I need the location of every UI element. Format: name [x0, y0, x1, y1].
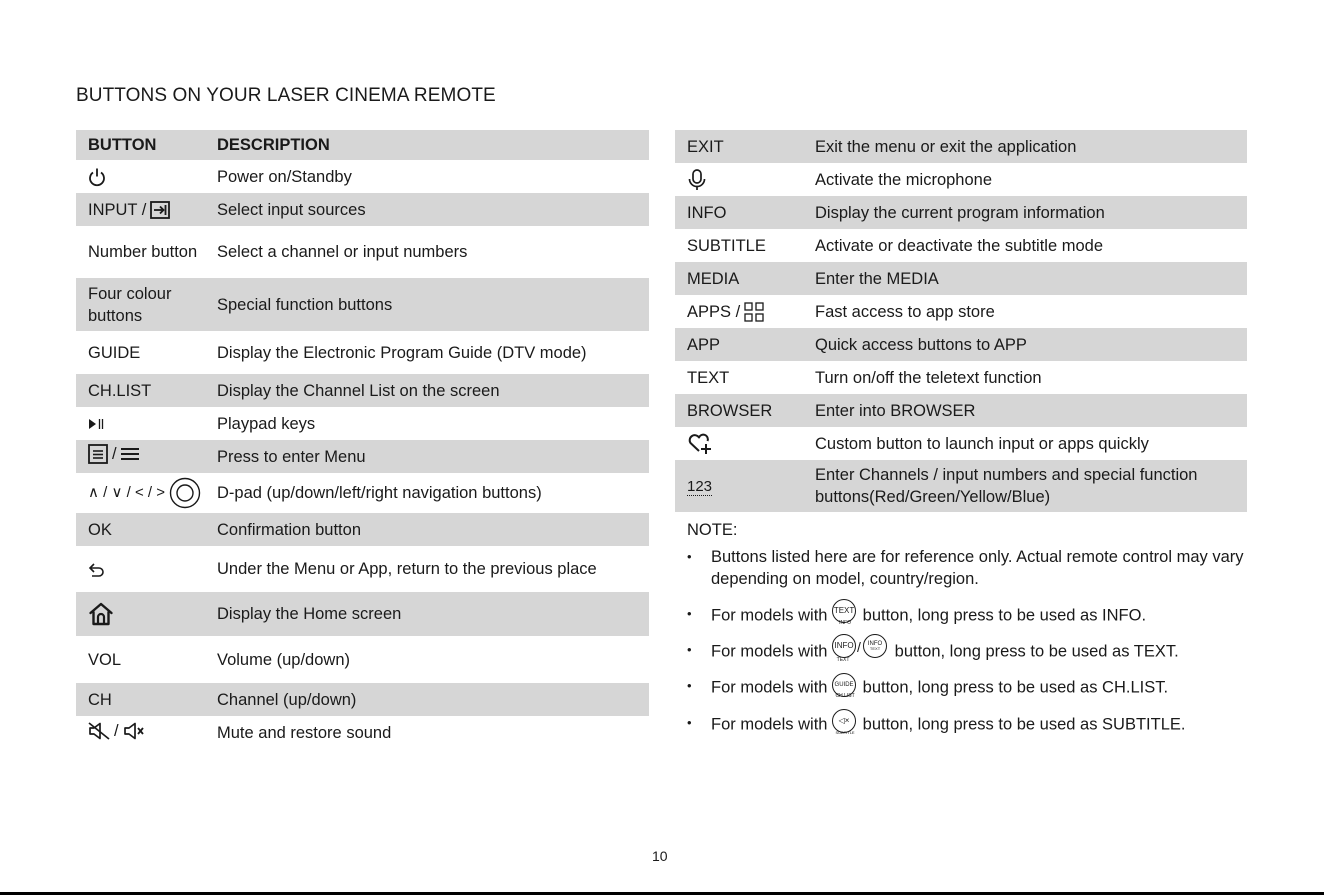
row-label: / — [114, 721, 119, 740]
table-row — [675, 460, 1247, 512]
row-description: Select input sources — [205, 193, 649, 226]
table-row — [675, 394, 1247, 427]
row-description: Display the Channel List on the screen — [205, 374, 649, 407]
text-button-icon: TEXT INFO — [832, 597, 858, 623]
back-icon — [88, 562, 106, 578]
row-description: Power on/Standby — [217, 167, 352, 186]
number-pad-label: 123 — [687, 477, 713, 495]
row-label: CH.LIST — [76, 374, 205, 407]
home-icon — [88, 602, 114, 626]
table-row — [76, 407, 649, 440]
table-row — [76, 374, 649, 407]
row-description: Quick access buttons to APP — [803, 328, 1247, 361]
table-row — [76, 513, 649, 546]
table-row — [675, 361, 1247, 394]
note-item: • For models with TEXT INFO button, long press to be used as INFO. — [687, 603, 1252, 629]
row-label: INFO — [675, 196, 803, 229]
row-description: Display the Electronic Program Guide (DTV mode) — [217, 343, 587, 362]
guide-button-icon: GUIDE CH.LIST — [832, 670, 858, 696]
apps-grid-icon — [744, 302, 764, 322]
table-header-row — [76, 130, 649, 160]
note-item: • For models with GUIDE CH.LIST button, long press to be used as CH.LIST. — [687, 675, 1252, 701]
note-item: • Buttons listed here are for reference only. Actual remote control may vary depending on model, country/region. — [687, 548, 1244, 588]
row-label: VOL — [88, 650, 122, 669]
row-description: Activate the microphone — [815, 170, 993, 189]
power-icon — [88, 167, 106, 187]
microphone-icon — [687, 169, 707, 191]
table-row — [76, 473, 649, 513]
row-description: Playpad keys — [217, 414, 316, 433]
menu-icon — [88, 444, 108, 464]
note-section — [687, 518, 1252, 735]
row-description: Enter Channels / input numbers and special function buttons(Red/Green/Yellow/Blue) — [803, 460, 1247, 512]
row-description: Confirmation button — [205, 513, 649, 546]
subtitle-button-icon: ◁× SUBTITLE — [832, 707, 858, 733]
row-label: SUBTITLE — [687, 236, 766, 255]
row-description: Under the Menu or App, return to the previous place — [217, 560, 597, 578]
table-row — [76, 636, 649, 683]
row-label: MEDIA — [675, 262, 803, 295]
info-text-button-icon: INFO / INFO TEXT TEXT — [832, 634, 890, 660]
row-description: Mute and restore sound — [217, 723, 392, 742]
table-row — [76, 716, 649, 749]
table-row — [76, 193, 649, 226]
row-description: Activate or deactivate the subtitle mode — [815, 236, 1103, 255]
page-number: 10 — [652, 848, 668, 864]
row-description: Display the Home screen — [205, 592, 649, 636]
row-description: Enter the MEDIA — [803, 262, 1247, 295]
row-label: OK — [76, 513, 205, 546]
play-pause-icon — [88, 417, 106, 431]
row-label: GUIDE — [88, 343, 141, 362]
row-label: EXIT — [675, 130, 803, 163]
row-description: Press to enter Menu — [205, 440, 649, 473]
note-item: • For models with INFO / INFO TEXT TEXT button, long press to be used as TEXT. — [687, 639, 1252, 665]
row-description: Select a channel or input numbers — [217, 243, 468, 261]
page-title: BUTTONS ON YOUR LASER CINEMA REMOTE — [76, 85, 496, 106]
table-row — [675, 163, 1247, 196]
row-description: Enter into BROWSER — [803, 394, 1247, 427]
row-label: CH — [76, 683, 205, 716]
table-row — [76, 331, 649, 374]
table-row — [675, 196, 1247, 229]
table-row — [675, 229, 1247, 262]
speaker-off-icon — [123, 722, 145, 740]
note-title: NOTE: — [687, 521, 738, 539]
ok-ring-icon — [169, 477, 201, 509]
custom-heart-icon — [687, 433, 713, 455]
row-description: Exit the menu or exit the application — [803, 130, 1247, 163]
row-description: Custom button to launch input or apps quickly — [815, 434, 1149, 453]
row-description: Fast access to app store — [815, 302, 995, 321]
row-label: ∧ / ∨ / < / > — [88, 484, 165, 501]
row-description: Special function buttons — [205, 278, 649, 331]
row-label: APPS / — [687, 302, 741, 321]
header-description: DESCRIPTION — [205, 130, 649, 160]
table-row — [675, 130, 1247, 163]
table-row — [76, 278, 649, 331]
table-row — [76, 440, 649, 473]
buttons-table-left — [76, 130, 649, 749]
table-row — [76, 160, 649, 193]
row-label: APP — [675, 328, 803, 361]
row-description: Channel (up/down) — [205, 683, 649, 716]
mute-icon — [88, 722, 110, 740]
table-row — [675, 328, 1247, 361]
table-row — [76, 683, 649, 716]
buttons-table-right — [675, 130, 1247, 512]
row-description: Turn on/off the teletext function — [815, 368, 1042, 387]
table-row — [76, 546, 649, 592]
table-row — [76, 592, 649, 636]
table-row — [675, 262, 1247, 295]
row-label: TEXT — [687, 368, 730, 387]
row-label: Four colour buttons — [76, 278, 205, 331]
header-button: BUTTON — [76, 130, 205, 160]
note-item: • For models with ◁× SUBTITLE button, long press to be used as SUBTITLE. — [687, 712, 1252, 738]
hamburger-menu-icon — [121, 447, 139, 461]
table-row — [675, 295, 1247, 328]
row-description: D-pad (up/down/left/right navigation buttons) — [217, 484, 542, 502]
row-label: Number button — [88, 243, 198, 261]
row-label: / — [112, 445, 117, 463]
row-description: Volume (up/down) — [217, 650, 350, 669]
table-row — [675, 427, 1247, 460]
input-source-icon — [150, 201, 170, 219]
row-description: Display the current program information — [803, 196, 1247, 229]
row-label: BROWSER — [675, 394, 803, 427]
row-label: INPUT / — [88, 200, 147, 219]
table-row — [76, 226, 649, 278]
